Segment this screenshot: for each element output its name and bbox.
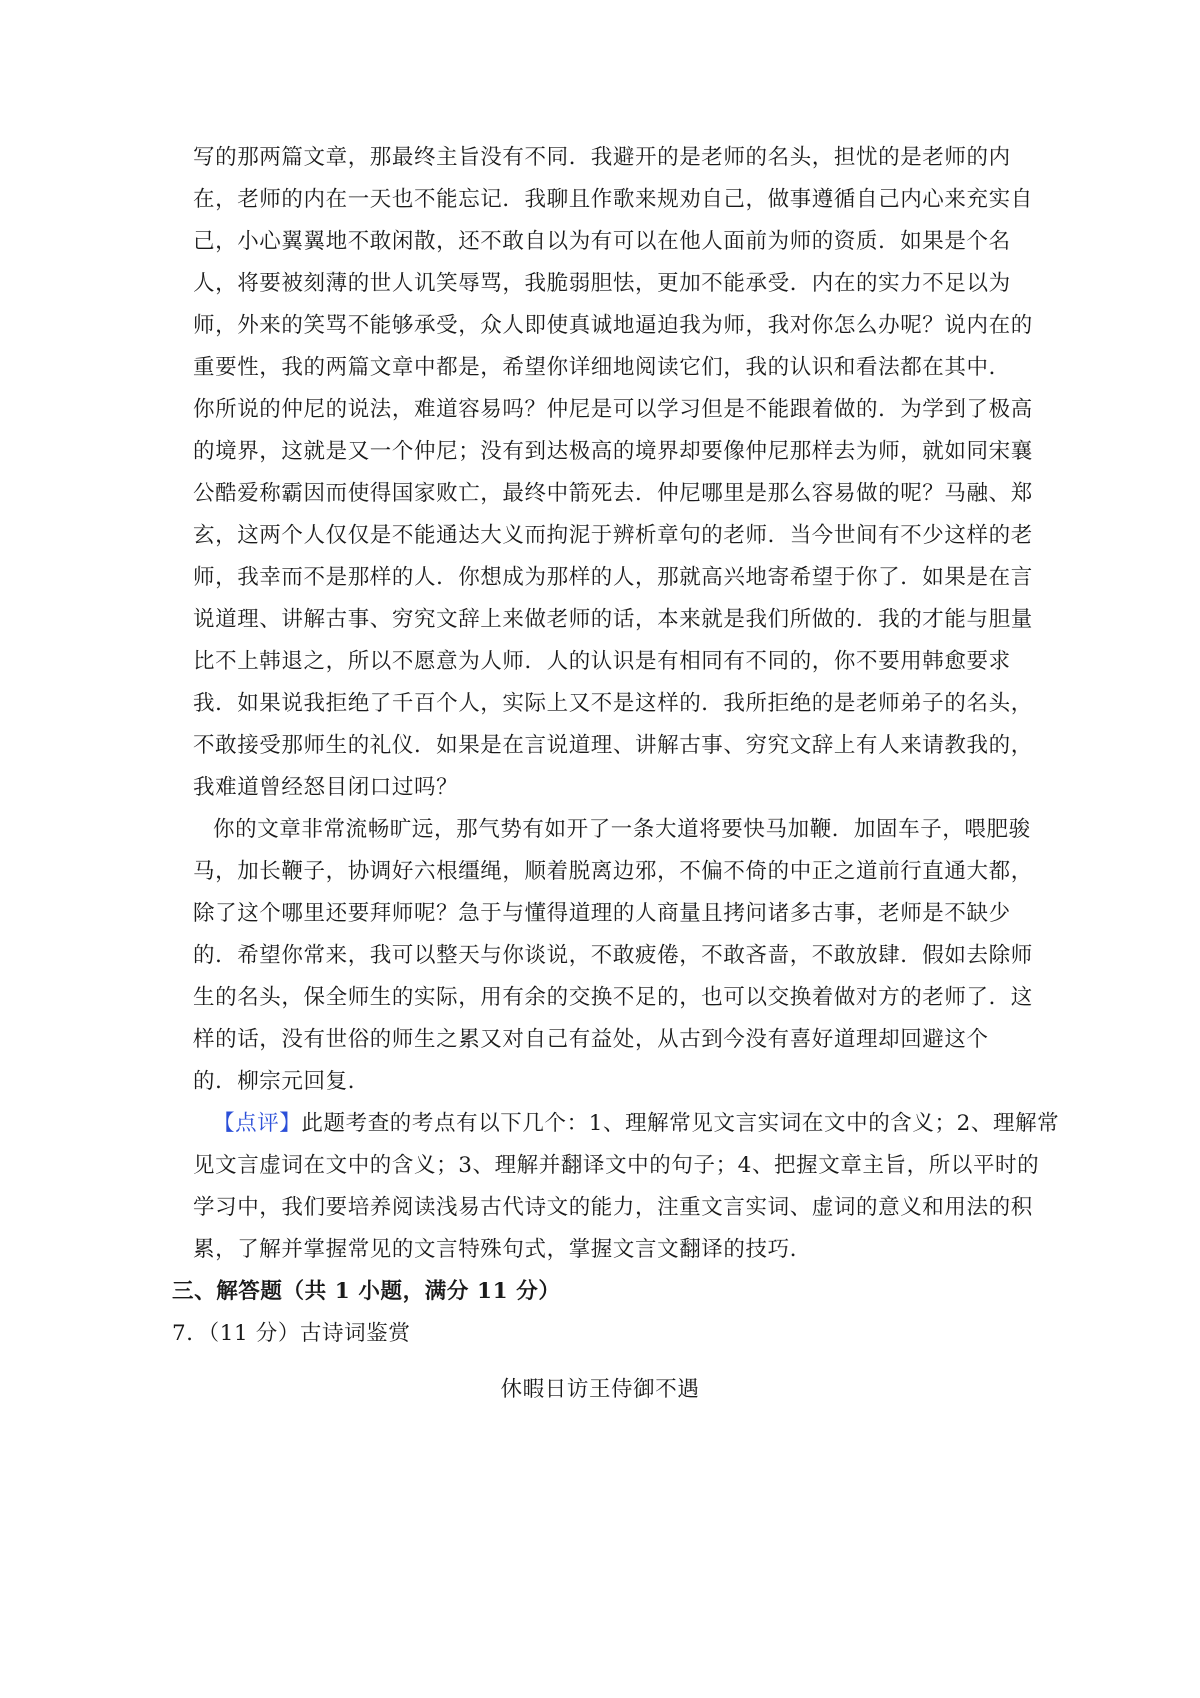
text-line: 样的话，没有世俗的师生之累又对自己有益处，从古到今没有喜好道理却回避这个 xyxy=(193,1027,989,1052)
text-line: 见文言虚词在文中的含义；3、理解并翻译文中的句子；4、把握文章主旨，所以平时的 xyxy=(193,1153,1040,1178)
comment-tag: 【点评】 xyxy=(213,1111,302,1136)
text-line: 马，加长鞭子，协调好六根缰绳，顺着脱离边邪，不偏不倚的中正之道前行直通大都， xyxy=(193,859,1033,884)
text-line: 学习中，我们要培养阅读浅易古代诗文的能力，注重文言实词、虚词的意义和用法的积 xyxy=(193,1195,1033,1220)
text-line: 你所说的仲尼的说法，难道容易吗？仲尼是可以学习但是不能跟着做的．为学到了极高 xyxy=(193,397,1033,422)
text-line: 重要性，我的两篇文章中都是，希望你详细地阅读它们，我的认识和看法都在其中． xyxy=(193,355,1011,380)
text-line: 不敢接受那师生的礼仪．如果是在言说道理、讲解古事、穷究文辞上有人来请教我的， xyxy=(193,733,1033,758)
text-line: 除了这个哪里还要拜师呢？急于与懂得道理的人商量且拷问诸多古事，老师是不缺少 xyxy=(193,901,1011,926)
text-line: 比不上韩退之，所以不愿意为人师．人的认识是有相同有不同的，你不要用韩愈要求 xyxy=(193,649,1011,674)
comment-first-line xyxy=(213,1109,1059,1139)
text-line: 人，将要被刻薄的世人讥笑辱骂，我脆弱胆怯，更加不能承受．内在的实力不足以为 xyxy=(193,271,1011,296)
text-line: 我．如果说我拒绝了千百个人，实际上又不是这样的．我所拒绝的是老师弟子的名头， xyxy=(193,691,1033,716)
text-line: 生的名头，保全师生的实际，用有余的交换不足的，也可以交换着做对方的老师了．这 xyxy=(193,985,1033,1010)
poem-title: 休暇日访王侍御不遇 xyxy=(500,1377,700,1402)
text-line: 你的文章非常流畅旷远，那气势有如开了一条大道将要快马加鞭．加固车子，喂肥骏 xyxy=(213,817,1031,842)
text-line: 玄，这两个人仅仅是不能通达大义而拘泥于辨析章句的老师．当今世间有不少这样的老 xyxy=(193,523,1033,548)
question-line: 7．（11 分）古诗词鉴赏 xyxy=(172,1321,411,1346)
text-line: 写的那两篇文章，那最终主旨没有不同．我避开的是老师的名头，担忧的是老师的内 xyxy=(193,145,1011,170)
text-line: 师，我幸而不是那样的人．你想成为那样的人，那就高兴地寄希望于你了．如果是在言 xyxy=(193,565,1033,590)
text-line: 师，外来的笑骂不能够承受，众人即使真诚地逼迫我为师，我对你怎么办呢？说内在的 xyxy=(193,313,1033,338)
text-line: 我难道曾经怒目闭口过吗？ xyxy=(193,775,459,800)
text-line: 的．柳宗元回复． xyxy=(193,1069,370,1094)
text-line: 累，了解并掌握常见的文言特殊句式，掌握文言文翻译的技巧． xyxy=(193,1237,812,1262)
comment-text: 此题考查的考点有以下几个：1、理解常见文言实词在文中的含义；2、理解常 xyxy=(301,1111,1060,1136)
text-line: 的境界，这就是又一个仲尼；没有到达极高的境界却要像仲尼那样去为师，就如同宋襄 xyxy=(193,439,1033,464)
text-line: 在，老师的内在一天也不能忘记．我聊且作歌来规劝自己，做事遵循自己内心来充实自 xyxy=(193,187,1033,212)
text-line: 公酷爱称霸因而使得国家败亡，最终中箭死去．仲尼哪里是那么容易做的呢？马融、郑 xyxy=(193,481,1033,506)
text-line: 说道理、讲解古事、穷究文辞上来做老师的话，本来就是我们所做的．我的才能与胆量 xyxy=(193,607,1033,632)
text-line: 的．希望你常来，我可以整天与你谈说，不敢疲倦，不敢吝啬，不敢放肆．假如去除师 xyxy=(193,943,1033,968)
section-heading: 三、解答题（共 1 小题，满分 11 分） xyxy=(172,1279,561,1304)
text-line: 己，小心翼翼地不敢闲散，还不敢自以为有可以在他人面前为师的资质．如果是个名 xyxy=(193,229,1011,254)
